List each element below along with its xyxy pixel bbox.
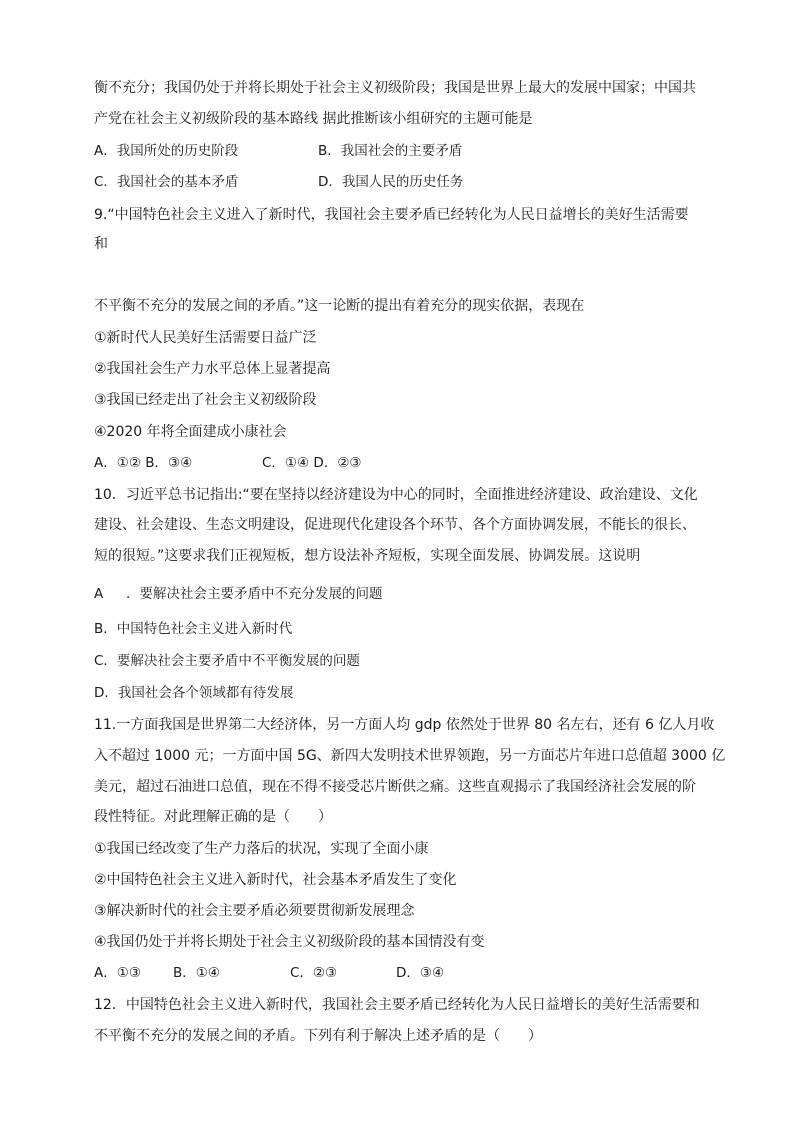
q8-option-c: C．我国社会的基本矛盾 bbox=[94, 174, 239, 190]
q11-stem-line-1: 11.一方面我国是世界第二大经济体，另一方面人均 gdp 依然处于世界 80 名左右，还有 6 亿人月收 bbox=[94, 717, 715, 733]
q10-option-b: B．中国特色社会主义进入新时代 bbox=[94, 621, 293, 637]
q8-text-line-1: 衡不充分；我国仍处于并将长期处于社会主义初级阶段；我国是世界上最大的发展中国家；中国共 bbox=[94, 80, 696, 96]
q9-options-cd: C．①④ D．②③ bbox=[262, 455, 362, 471]
q9-options-ab: A．①② B．③④ bbox=[94, 455, 193, 471]
q10-option-a-letter: A bbox=[94, 586, 104, 602]
q8-option-d: D．我国人民的历史任务 bbox=[318, 174, 464, 190]
q9-item-4: ④2020 年将全面建成小康社会 bbox=[94, 424, 287, 440]
q11-item-4: ④我国仍处于并将长期处于社会主义初级阶段的基本国情没有变 bbox=[94, 934, 485, 950]
q11-item-1: ①我国已经改变了生产力落后的状况，实现了全面小康 bbox=[94, 841, 429, 857]
q11-stem-line-4: 段性特征。对此理解正确的是（ ） bbox=[94, 809, 332, 825]
q8-text-line-2: 产党在社会主义初级阶段的基本路线 据此推断该小组研究的主题可能是 bbox=[94, 111, 533, 127]
q9-stem-line-3: 不平衡不充分的发展之间的矛盾。”这一论断的提出有着充分的现实依据，表现在 bbox=[94, 298, 585, 314]
q12-stem-line-1: 12．中国特色社会主义进入新时代，我国社会主要矛盾已经转化为人民日益增长的美好生活需要和 bbox=[94, 997, 700, 1013]
q8-option-b: B．我国社会的主要矛盾 bbox=[318, 143, 463, 159]
q9-item-2: ②我国社会生产力水平总体上显著提高 bbox=[94, 361, 331, 377]
q11-option-a: A．①③ bbox=[94, 965, 141, 981]
q10-stem-line-2: 建设、社会建设、生态文明建设，促进现代化建设各个环节、各个方面协调发展，不能长的很长、 bbox=[94, 517, 696, 533]
q11-option-b: B．①④ bbox=[173, 965, 220, 981]
q8-option-a: A．我国所处的历史阶段 bbox=[94, 143, 239, 159]
q11-item-2: ②中国特色社会主义进入新时代，社会基本矛盾发生了变化 bbox=[94, 872, 457, 888]
q10-stem-line-1: 10．习近平总书记指出:“要在坚持以经济建设为中心的同时，全面推进经济建设、政治建设、文化 bbox=[94, 487, 698, 503]
q10-option-a-text: ．要解决社会主要矛盾中不充分发展的问题 bbox=[126, 586, 383, 602]
q9-stem-line-1: 9.“中国特色社会主义进入了新时代，我国社会主要矛盾已经转化为人民日益增长的美好生活需要 bbox=[94, 207, 689, 223]
q11-stem-line-3: 美元，超过石油进口总值，现在不得不接受芯片断供之痛。这些直观揭示了我国经济社会发展的阶 bbox=[94, 779, 696, 795]
q10-option-c: C．要解决社会主要矛盾中不平衡发展的问题 bbox=[94, 653, 360, 669]
q11-option-c: C．②③ bbox=[290, 965, 338, 981]
q9-stem-line-2: 和 bbox=[94, 236, 108, 252]
q9-item-3: ③我国已经走出了社会主义初级阶段 bbox=[94, 392, 317, 408]
q11-item-3: ③解决新时代的社会主要矛盾必须要贯彻新发展理念 bbox=[94, 903, 415, 919]
q11-option-d: D．③④ bbox=[396, 965, 445, 981]
q12-stem-line-2: 不平衡不充分的发展之间的矛盾。下列有利于解决上述矛盾的是（ ） bbox=[94, 1028, 542, 1044]
q10-stem-line-3: 短的很短。”这要求我们正视短板，想方设法补齐短板，实现全面发展、协调发展。这说明 bbox=[94, 548, 641, 564]
q10-option-d: D．我国社会各个领域都有待发展 bbox=[94, 685, 294, 701]
q9-item-1: ①新时代人民美好生活需要日益广泛 bbox=[94, 330, 317, 346]
q11-stem-line-2: 入不超过 1000 元；一方面中国 5G、新四大发明技术世界领跑，另一方面芯片年进口总值超 3000 亿 bbox=[94, 748, 726, 764]
